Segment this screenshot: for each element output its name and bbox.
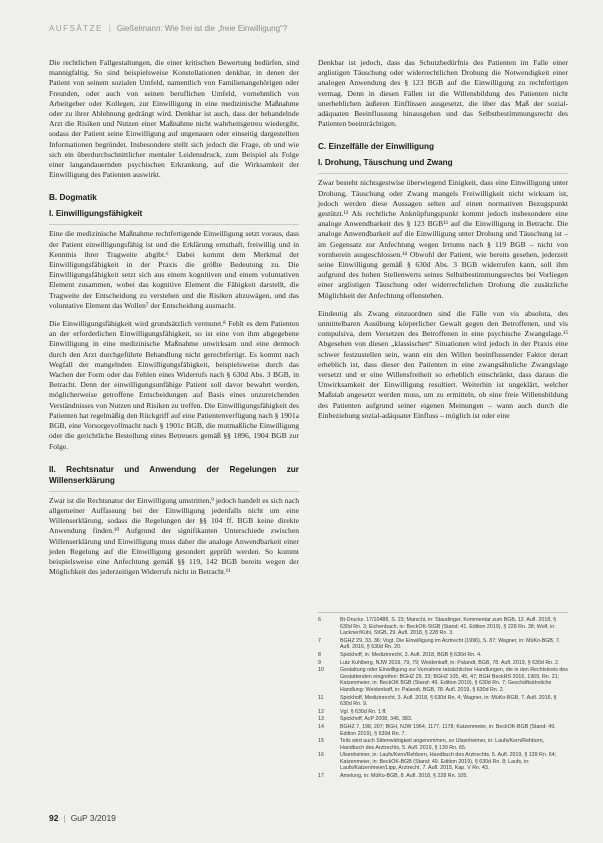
footnote-text: Amelung, in: MüKo-BGB, 8. Aufl. 2018, § 228 Rn. 105. bbox=[340, 773, 468, 780]
footnote-number: 11 bbox=[318, 694, 324, 701]
footnote-text: Ulsenheimer, in: Laufs/Kern/Rehborn, Handbuch des Arztrechts, 5. Aufl. 2019, § 139 Rn. 64; Katzenmeier, in: BeckOK-BGB (Stand: 49. Edition 2019), § 630d Rn. 8; Laufs, in: Laufs/Katzenmeier/Lipp, Arztrecht, 7. Aufl. 2015, Kap. V Rn. 43. bbox=[340, 752, 557, 772]
paragraph: Zwar ist die Rechtsnatur der Einwilligung umstritten,⁹ jedoch handelt es sich nach allgemeiner Auffassung bei der Einwilligung jedenfalls nicht um eine Willenserklärung, sodass die Regelungen der §§ 104 ff. BGB keine direkte Anwendung finden.¹⁰ Aufgrund der signifikanten Unterschiede zwischen Willenserklärung und Einwilligung muss daher die analoge Anwendbarkeit einer jeden Regelung auf die Einwilligung gesondert geprüft werden. So kommt beispielsweise eine Anfechtung gemäß §§ 119, 142 BGB bereits wegen der Möglichkeit des jederzeitigen Widerrufs nicht in Betracht.¹¹ bbox=[49, 495, 299, 577]
footnote-number: 16 bbox=[318, 752, 324, 759]
footnote-number: 17 bbox=[318, 773, 324, 780]
footnote-number: 10 bbox=[318, 667, 324, 674]
footnote-text: Vgl. § 630d Rn. 1 ff. bbox=[340, 708, 387, 715]
running-header bbox=[49, 24, 569, 40]
heading-rule bbox=[49, 491, 299, 492]
footnote-text: Bt-Drucks. 17/10488, S. 23; Marschi, in: Staudinger, Kommentar zum BGB, 12. Aufl. 2018, § 630d Rn. 3; Eichenbach, in: BeckOK-StGB (Stand: 41. Edition 2019), § 228 Rn. 38; Wolf, in: Lackner/Kühl, StGB, 29. Aufl. 2018, § 228 Rn. 3. bbox=[340, 617, 557, 637]
footnote bbox=[318, 752, 568, 772]
footnote bbox=[318, 638, 568, 651]
footnote-text: BGHZ 7, 198, 207; BGH, NJW 1964, 1177, 1178; Katzenmeier, in: BeckOK-BGB (Stand: 49. Edition 2019), § 630d Rn. 7. bbox=[340, 723, 556, 737]
footnote bbox=[318, 695, 568, 708]
footnote-number: 8 bbox=[318, 651, 321, 658]
footnote-text: Teils wird auch Sittenwidrigkeit angenommen, so Ulsenheimer, in: Laufs/Kern/Rehborn, Handbuch des Arztrechts, 5. Aufl. 2019, § 139 Rn. 65. bbox=[340, 738, 545, 751]
footnote bbox=[318, 716, 568, 723]
footnote bbox=[318, 652, 568, 659]
footer-separator: | bbox=[63, 813, 66, 823]
subsection-heading: II. Rechtsnatur und Anwendung der Regelungen zur Willenserklärung bbox=[49, 464, 299, 485]
footnote-number: 7 bbox=[318, 637, 321, 644]
header-separator: | bbox=[108, 24, 111, 33]
footnote-rule bbox=[318, 612, 568, 613]
paragraph: Die Einwilligungsfähigkeit wird grundsätzlich vermutet.⁸ Fehlt es dem Patienten an der erforderlichen Einwilligungsfähigkeit, so ist eine von ihm abgegebene Einwilligung in eine medizinische Maßnahme unwirksam und eine dennoch durch den Arzt durchgeführte Behandlung nicht gerechtfertigt. Es kommt nach Wegfall der mangelnden Einwilligungsfähigkeit, beispielsweise durch das Wachen der Form oder das Fehlen eines Widerrufs nach § 630d Abs. 3 BGB, in Betracht. Denn der einwilligungsunfähige Patient soll davor bewahrt werden, möglicherweise getroffene Entscheidungen auf Basis eines unzureichenden Verständnisses von Nutzen und Risiken zu treffen. Die Einwilligungsfähigkeit des Patienten hat regelmäßig den Rückgriff auf eine Patientenverfügung nach § 1901a BGB, eine Vorsorgevollmacht nach § 1901c BGB, die mutmaßliche Einwilligung oder die gerichtliche Bestellung eines Betreuers gemäß §§ 1896, 1904 BGB zur Folge. bbox=[49, 319, 299, 451]
paragraph: Denkbar ist jedoch, dass das Schutzbedürfnis des Patienten im Falle einer arglistigen Täuschung oder widerrechtlichen Drohung die Notwendigkeit einer analogen Anwendung des § 123 BGB auf die Einwilligung zu rechtfertigen vermag. Denn in diesen Fällen ist die Willensbildung des Patienten nicht unerheblichen äußeren Einflüssen ausgesetzt, die über das Maß der sozial-adäquaten Beeinflussung hinausgehen und das Selbstbestimmungsrecht des Patienten beeinträchtigen. bbox=[318, 58, 568, 129]
heading-rule bbox=[49, 224, 299, 225]
footnote-number: 9 bbox=[318, 659, 321, 666]
running-title: Gießelmann: Wie frei ist die „freie Einwilligung“? bbox=[116, 24, 288, 33]
footnote-text: BGHZ 29, 33, 36; Vogt, Die Einwilligung im Arztrecht (1996), S. 87; Wagner, in: MüKo-BGB, 7. Aufl. 2016, § 630d Rn. 20. bbox=[340, 637, 561, 651]
footnote-text: Spickhoff, AcP 2008, 345, 383. bbox=[340, 716, 413, 723]
section-heading: B. Dogmatik bbox=[49, 193, 97, 203]
page-footer bbox=[49, 813, 249, 825]
footnote bbox=[318, 667, 568, 693]
footnote-number: 6 bbox=[318, 617, 321, 623]
subsection-heading: I. Drohung, Täuschung und Zwang bbox=[318, 158, 453, 168]
footnote bbox=[318, 724, 568, 737]
footnote bbox=[318, 738, 568, 751]
footnote-text: Spickhoff, Medizinrecht, 3. Aufl. 2018, § 630d Rn. 4; Wagner, in: MüKo-BGB, 7. Aufl. 2016, § 630d Rn. 9. bbox=[340, 694, 557, 708]
footnote-number: 15 bbox=[318, 738, 324, 745]
footnote bbox=[318, 709, 568, 716]
footnote-text: Gestaltung oder Einwilligung zur Vornahme tatsächlicher Handlungen, die in den Rechtskreis des Gestattenden eingreifen: BGHZ 29, 33; BGHZ 105, 45, 47; BGH BeckRS 2016, 1969, Rn. 21; Katzenmeier, in: BeckOK BGB (Stand: 49. Edition 2019), § 630d Rn. 7; Geschäftsähnliche Handlung: Weidenkaff, in: Palandt, BGB, 78. Aufl. 2019, § 630d Rn. 2. bbox=[340, 667, 568, 693]
footnotes bbox=[318, 612, 568, 781]
footnote bbox=[318, 773, 568, 780]
footnote-number: 13 bbox=[318, 716, 324, 723]
paragraph: Eine die medizinische Maßnahme rechtfertigende Einwilligung setzt voraus, dass der Patient einwilligungsfähig ist und die Erklärung ernsthaft, freiwillig und in Kenntnis ihrer Tragweite abgibt.⁶ Dabei kommt dem Merkmal der Einwilligungsfähigkeit in der Praxis die größte Bedeutung zu. Die Einwilligungsfähigkeit setzt sich aus einem kognitiven und einem voluntativen Element zusammen, wobei das kognitive Element die Fähigkeit darstellt, die Tragweite der Entscheidung zu verstehen und die Risiken abzuwägen, und das voluntative Element das Wollen⁷ der Entscheidung ausmacht. bbox=[49, 229, 299, 310]
section-heading: C. Einzelfälle der Einwilligung bbox=[318, 142, 435, 152]
heading-rule bbox=[318, 173, 568, 174]
footnote bbox=[318, 660, 568, 667]
footnote-text: Spickhoff, in: Medizinrecht, 3. Aufl. 2018, BGB § 630d Rn. 4. bbox=[340, 651, 482, 658]
footnote-number: 12 bbox=[318, 708, 324, 715]
footnote-number: 14 bbox=[318, 723, 324, 730]
page-number: 92 bbox=[49, 813, 59, 823]
footnote bbox=[318, 617, 568, 637]
footnote-text: Lutz Kuhlberg, NJW 2019, 79, 79; Weidenkaff, in: Palandt, BGB, 78. Aufl. 2019, § 630d Rn. 2. bbox=[340, 659, 560, 666]
section-kicker: AUFSÄTZE bbox=[49, 24, 103, 33]
subsection-heading: I. Einwilligungsfähigkeit bbox=[49, 209, 143, 219]
paragraph: Die rechtlichen Fallgestaltungen, die einer kritischen Bewertung bedürfen, sind mannigfaltig. So sind beispielsweise Konstellationen denkbar, in denen der Patient von seinem sozialen Umfeld, namentlich von Familienangehörigen oder Freunden, oder auch von seinen beruflichen Umfeld, vornehmlich von Arbeitgeber oder Kollegen, zur Einwilligung in eine medizinische Maßnahme oder zu ihrer Ablehnung gedrängt wird. Denkbar ist auch, dass der behandelnde Arzt die Risiken und Nutzen einer Maßnahme nicht wahrheitsgetreu wiedergibt, sodass der Patient seine Einwilligung auf ungenauen oder einseitig dargestellten Informationen begründet. Insbesondere stellt sich jedoch die Frage, ob und wie sich ein überdurchschnittlicher mentaler Leidensdruck, zum Beispiel als Folge einer langandauernden psychischen Erkrankung, auf die Wirksamkeit der Einwilligung des Patienten auswirkt. bbox=[49, 58, 299, 180]
paragraph: Zwar besteht nichtsgestwise überwiegend Einigkeit, dass eine Einwilligung unter Drohung, Täuschung oder Zwang mangels Freiwilligkeit nicht wirksam ist, jedoch werden diese Aussagen selten auf einen normativen Bezugspunkt gestützt.¹² Als rechtliche Anknüpfungspunkt kommt jedoch insbesondere eine analoge Anwendbarkeit des § 123 BGB¹³ auf die Einwilligung in Betracht. Die analoge Anwendbarkeit auf die Einwilligung unter Drohung und Täuschung ist – im Gegensatz zur Anfechtung wegen Irrtums nach § 119 BGB – nicht von vornherein ausgeschlossen.¹⁴ Obwohl der Patient, wie bereits gesehen, jederzeit seine Einwilligung gemäß § 630d Abs. 3 BGB widerrufen kann, soll ihm aufgrund des hohen Stellenwerts seines Selbstbestimmungsrechts bei Vorliegen einer arglistigen Täuschung oder widerrechtlichen Drohung die zusätzliche Möglichkeit der Anfechtung offenstehen. bbox=[318, 178, 568, 300]
paragraph: Eindeutig als Zwang einzuordnen sind die Fälle von vis absoluta, des unmittelbaren Ausübung körperlicher Gewalt gegen den Betroffenen, und vis compulsiva, dem Versetzen des Betroffenen in eine psychische Zwangslage.¹⁵ Abgesehen von diesen „klassischen“ Situationen wird jedoch in der Praxis eine schwer festzustellen sein, wann ein den Willen beeinflussender Faktor derart erheblich ist, dass dieser den Patienten in eine zwangsähnliche Zwangslage versetzt und er eine Willensfreiheit so erheblich einschränkt, dass daraus die Unwirksamkeit der Einwilligung resultiert. Weiterhin ist ungeklärt, welcher Maßstab angesetzt werden muss, um zu ermitteln, ob eine freie Willensbildung des Patienten aufgrund seiner eigenen Meinungen – wann auch durch die Einbeziehung sozial-adäquater Einfluss – möglich ist oder eine bbox=[318, 308, 568, 420]
right-column bbox=[318, 58, 568, 429]
journal-issue: GuP 3/2019 bbox=[70, 813, 116, 823]
left-column bbox=[49, 58, 299, 585]
